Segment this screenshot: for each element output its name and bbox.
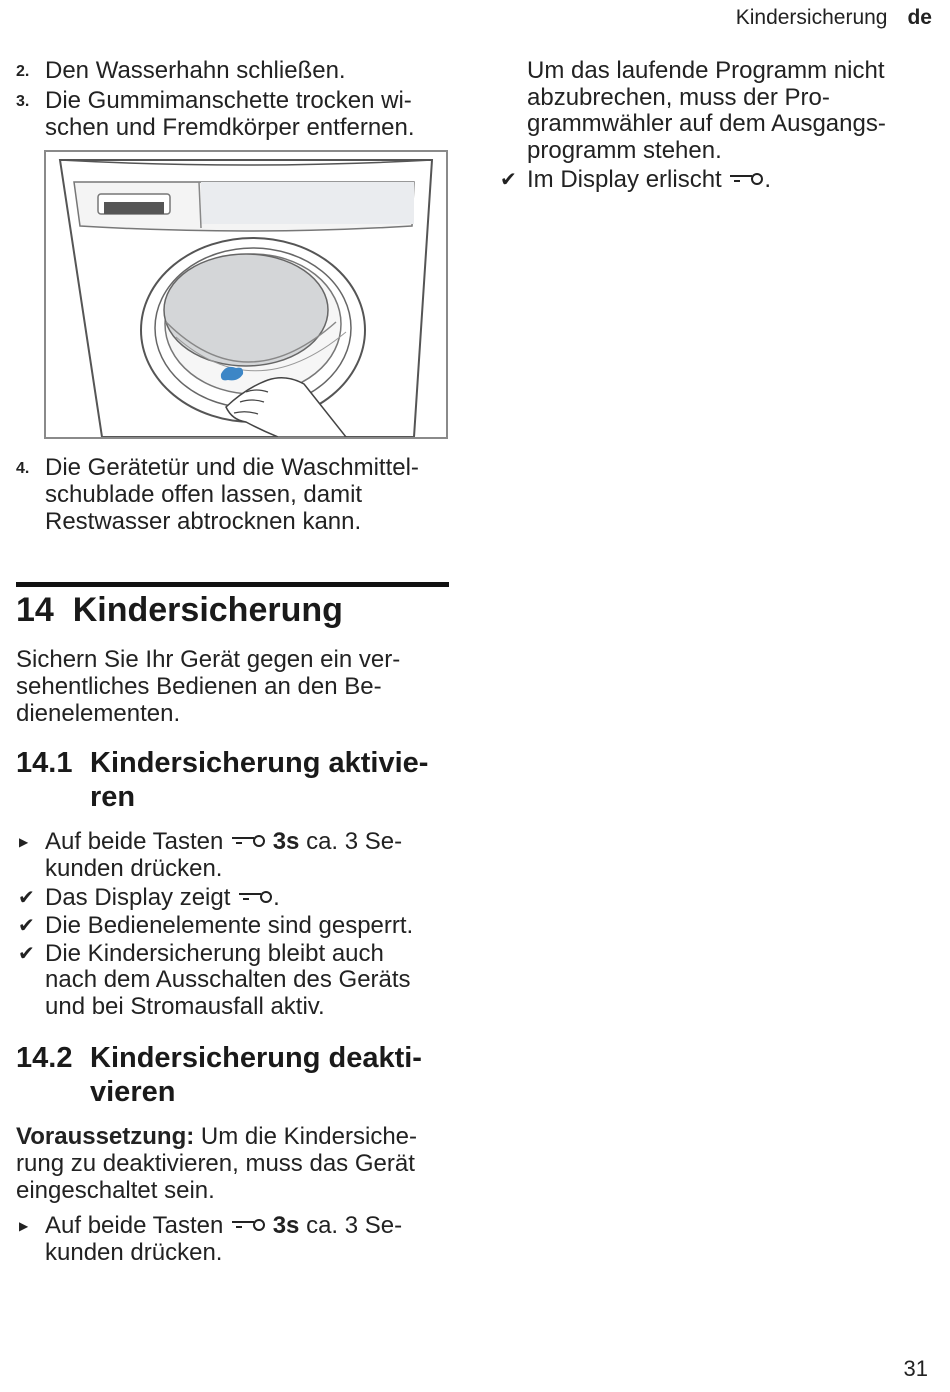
section-14-2-number: 14.2	[16, 1042, 73, 1074]
action-text-before: Auf beide Tasten	[45, 828, 224, 855]
header-section-title: Kindersicherung	[735, 6, 888, 29]
right-note-line-2: abzubrechen, muss der Pro-	[527, 84, 830, 111]
step-4-line-3: Restwasser abtrocknen kann.	[45, 508, 362, 535]
section-14-2-title-line-2: vieren	[90, 1076, 176, 1108]
washer-door-seal-drawing	[46, 152, 446, 437]
result-display-shows	[45, 884, 280, 911]
step-3-line-1: Die Gummimanschette trocken wi-	[45, 87, 412, 114]
result-2-text: Die Bedienelemente sind gesperrt.	[45, 912, 414, 939]
prerequisite-line-1	[16, 1123, 417, 1150]
prerequisite-text-1: Um die Kindersiche-	[200, 1123, 418, 1150]
header-language: de	[907, 6, 932, 29]
action-text-after: ca. 3 Se-	[306, 1212, 403, 1239]
action-duration: 3s	[272, 828, 300, 855]
check-icon: ✔	[18, 915, 35, 937]
step-3-line-2: schen und Fremdkörper entfernen.	[45, 114, 415, 141]
check-icon: ✔	[500, 169, 517, 191]
result-3-line-3: und bei Stromausfall aktiv.	[45, 993, 325, 1020]
action-text-before: Auf beide Tasten	[45, 1212, 224, 1239]
section-14-1-title-line-1: Kindersicherung aktivie-	[90, 747, 429, 779]
step-number-4: 4.	[16, 460, 30, 477]
chapter-title: Kindersicherung	[72, 591, 343, 629]
action-arrow-icon: ▶	[19, 835, 29, 849]
action-text-after: ca. 3 Se-	[306, 828, 403, 855]
washing-machine-illustration	[44, 150, 448, 439]
right-result-period: .	[764, 166, 772, 193]
action-arrow-icon: ▶	[19, 1219, 29, 1233]
right-result-text: Im Display erlischt	[527, 166, 722, 193]
chapter-intro-line-3: dienelementen.	[16, 700, 181, 727]
right-note-line-4: programm stehen.	[527, 137, 722, 164]
step-4-line-1: Die Gerätetür und die Waschmittel-	[45, 454, 419, 481]
right-result-line	[527, 166, 771, 193]
child-lock-key-icon	[230, 1217, 266, 1233]
section-14-2-action-line-2: kunden drücken.	[45, 1239, 223, 1266]
page-number: 31	[903, 1356, 928, 1381]
prerequisite-line-2: rung zu deaktivieren, muss das Gerät	[16, 1150, 415, 1177]
chapter-intro-line-1: Sichern Sie Ihr Gerät gegen ein ver-	[16, 646, 401, 673]
step-number-2: 2.	[16, 63, 30, 80]
prerequisite-label: Voraussetzung:	[16, 1123, 195, 1150]
result-1-text: Das Display zeigt	[45, 884, 231, 911]
chapter-number: 14	[16, 591, 54, 629]
section-14-2-action-line-1	[45, 1212, 402, 1239]
chapter-intro-line-2: sehentliches Bedienen an den Be-	[16, 673, 382, 700]
check-icon: ✔	[18, 887, 35, 909]
section-14-2-title-line-1: Kindersicherung deakti-	[90, 1042, 422, 1074]
chapter-rule	[16, 582, 449, 587]
step-2-text: Den Wasserhahn schließen.	[45, 57, 346, 84]
check-icon: ✔	[18, 943, 35, 965]
right-note-line-3: grammwähler auf dem Ausgangs-	[527, 110, 886, 137]
result-1-period: .	[273, 884, 280, 911]
step-number-3: 3.	[16, 93, 30, 110]
step-4-line-2: schublade offen lassen, damit	[45, 481, 363, 508]
child-lock-key-icon	[237, 889, 273, 905]
child-lock-key-icon	[230, 833, 266, 849]
action-duration: 3s	[272, 1212, 300, 1239]
result-3-line-1: Die Kindersicherung bleibt auch	[45, 940, 384, 967]
prerequisite-line-3: eingeschaltet sein.	[16, 1177, 215, 1204]
child-lock-key-icon	[728, 171, 764, 187]
section-14-1-action-line-2: kunden drücken.	[45, 855, 223, 882]
section-14-1-action-line-1	[45, 828, 402, 855]
chapter-heading	[16, 590, 343, 630]
section-14-1-number: 14.1	[16, 747, 73, 779]
result-3-line-2: nach dem Ausschalten des Geräts	[45, 966, 411, 993]
right-note-line-1: Um das laufende Programm nicht	[527, 57, 885, 84]
running-header	[736, 6, 932, 30]
section-14-1-title-line-2: ren	[90, 781, 136, 813]
